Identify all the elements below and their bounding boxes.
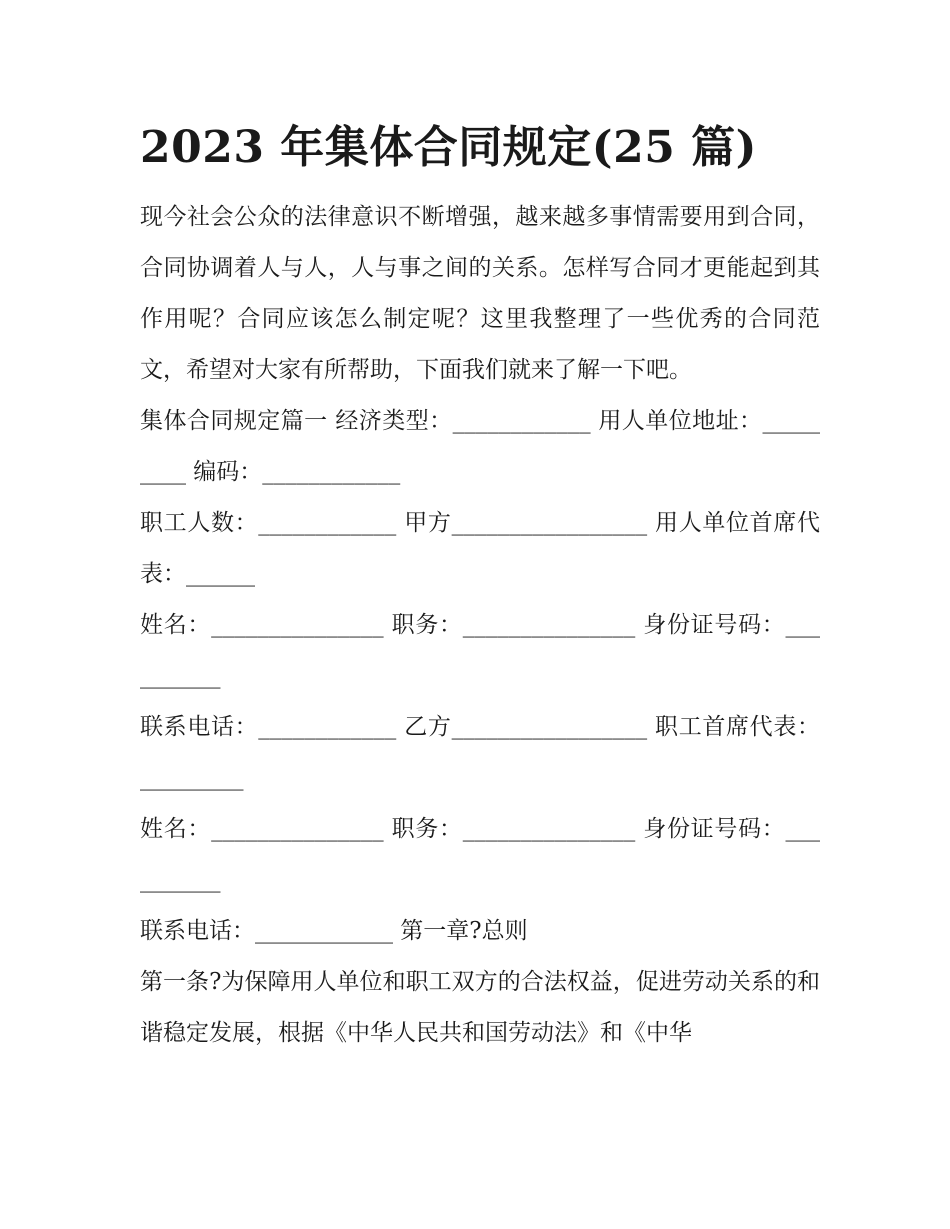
document-body (140, 112, 820, 1059)
employee-rep-line: 姓名：_______________ 职务：_______________ 身份证号码：__________ (140, 816, 820, 893)
employer-rep-line: 姓名：_______________ 职务：_______________ 身份证号码：__________ (140, 612, 820, 689)
article-one-paragraph: 第一条?为保障用人单位和职工双方的合法权益，促进劳动关系的和谐稳定发展，根据《中华人民共和国劳动法》和《中华 (140, 969, 820, 1046)
chapter-heading-line: 联系电话：____________ 第一章?总则 (140, 918, 528, 944)
employer-info-line: 职工人数：____________ 甲方_________________ 用人单位首席代表：______ (140, 510, 820, 587)
intro-paragraph: 现今社会公众的法律意识不断增强，越来越多事情需要用到合同，合同协调着人与人，人与事之间的关系。怎样写合同才更能起到其作用呢？合同应该怎么制定呢？这里我整理了一些优秀的合同范文，希望对大家有所帮助，下面我们就来了解一下吧。 (140, 204, 820, 383)
document-title: 2023 年集体合同规定(25 篇) (140, 122, 757, 173)
employee-info-line: 联系电话：____________ 乙方_________________ 职工首席代表：_________ (140, 714, 820, 791)
contract-header-line: 集体合同规定篇一 经济类型：____________ 用人单位地址：_________ 编码：____________ (140, 408, 820, 485)
